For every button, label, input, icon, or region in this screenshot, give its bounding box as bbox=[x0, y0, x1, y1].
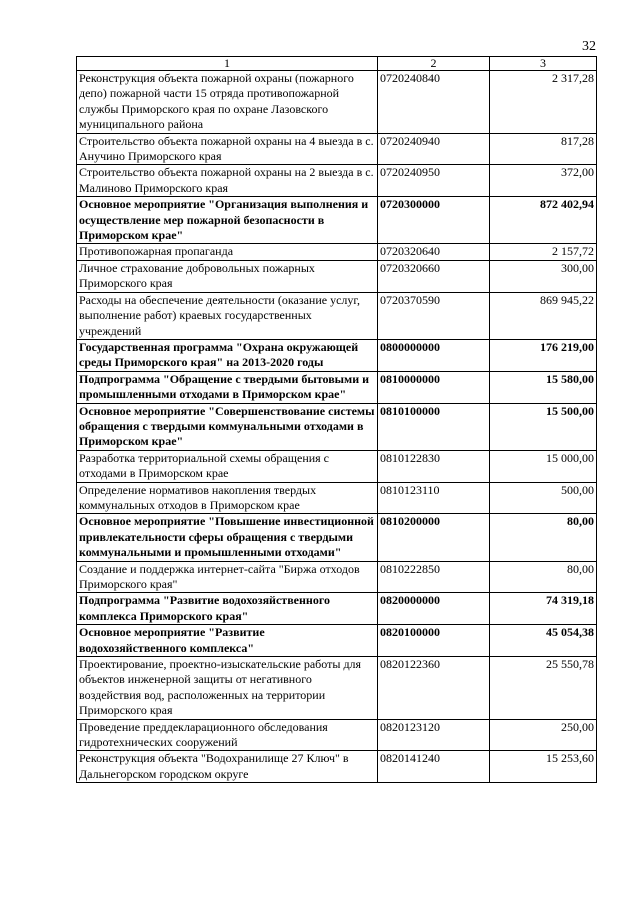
row-name: Основное мероприятие "Развитие водохозяйственного комплекса" bbox=[77, 625, 378, 657]
table-row bbox=[77, 561, 597, 593]
row-name: Противопожарная пропаганда bbox=[77, 244, 378, 260]
row-amount: 15 000,00 bbox=[490, 450, 597, 482]
row-code: 0800000000 bbox=[378, 339, 490, 371]
row-amount: 2 157,72 bbox=[490, 244, 597, 260]
row-name: Проведение преддекларационного обследования гидротехнических сооружений bbox=[77, 719, 378, 751]
row-code: 0810123110 bbox=[378, 482, 490, 514]
row-amount: 74 319,18 bbox=[490, 593, 597, 625]
table-row bbox=[77, 244, 597, 260]
table-row bbox=[77, 260, 597, 292]
table-row bbox=[77, 719, 597, 751]
row-amount: 300,00 bbox=[490, 260, 597, 292]
row-code: 0720300000 bbox=[378, 197, 490, 244]
row-amount: 45 054,38 bbox=[490, 625, 597, 657]
row-name: Реконструкция объекта "Водохранилище 27 Ключ" в Дальнегорском городском округе bbox=[77, 751, 378, 783]
table-row bbox=[77, 593, 597, 625]
table-row bbox=[77, 371, 597, 403]
header-col-1: 1 bbox=[77, 57, 378, 71]
row-code: 0810000000 bbox=[378, 371, 490, 403]
table-row bbox=[77, 339, 597, 371]
row-name: Разработка территориальной схемы обращения с отходами в Приморском крае bbox=[77, 450, 378, 482]
row-name: Подпрограмма "Развитие водохозяйственного комплекса Приморского края" bbox=[77, 593, 378, 625]
table-row bbox=[77, 625, 597, 657]
row-name: Основное мероприятие "Повышение инвестиционной привлекательности сферы обращения с твердыми коммунальными и промышленными отходами" bbox=[77, 514, 378, 561]
table-row bbox=[77, 292, 597, 339]
row-amount: 176 219,00 bbox=[490, 339, 597, 371]
row-amount: 250,00 bbox=[490, 719, 597, 751]
table-row bbox=[77, 71, 597, 134]
header-col-2: 2 bbox=[378, 57, 490, 71]
row-amount: 80,00 bbox=[490, 514, 597, 561]
table-row bbox=[77, 197, 597, 244]
row-amount: 15 500,00 bbox=[490, 403, 597, 450]
row-amount: 2 317,28 bbox=[490, 71, 597, 134]
row-amount: 25 550,78 bbox=[490, 657, 597, 720]
row-code: 0810222850 bbox=[378, 561, 490, 593]
row-code: 0720240840 bbox=[378, 71, 490, 134]
row-code: 0720240950 bbox=[378, 165, 490, 197]
header-col-3: 3 bbox=[490, 57, 597, 71]
row-name: Основное мероприятие "Организация выполнения и осуществление мер пожарной безопасности в Приморском крае" bbox=[77, 197, 378, 244]
row-name: Личное страхование добровольных пожарных Приморского края bbox=[77, 260, 378, 292]
row-amount: 80,00 bbox=[490, 561, 597, 593]
row-amount: 872 402,94 bbox=[490, 197, 597, 244]
row-name: Реконструкция объекта пожарной охраны (пожарного депо) пожарной части 15 отряда противопожарной службы Приморского края по охране Лазовского муниципального района bbox=[77, 71, 378, 134]
row-amount: 372,00 bbox=[490, 165, 597, 197]
row-name: Расходы на обеспечение деятельности (оказание услуг, выполнение работ) краевых государственных учреждений bbox=[77, 292, 378, 339]
budget-table bbox=[76, 56, 597, 783]
row-amount: 15 253,60 bbox=[490, 751, 597, 783]
row-name: Проектирование, проектно-изыскательские работы для объектов инженерной защиты от негативного воздействия вод, расположенных на территории Приморского края bbox=[77, 657, 378, 720]
table-row bbox=[77, 514, 597, 561]
row-name: Определение нормативов накопления твердых коммунальных отходов в Приморском крае bbox=[77, 482, 378, 514]
row-code: 0720320660 bbox=[378, 260, 490, 292]
row-name: Строительство объекта пожарной охраны на 4 выезда в с. Анучино Приморского края bbox=[77, 133, 378, 165]
page-number: 32 bbox=[582, 39, 596, 54]
row-amount: 500,00 bbox=[490, 482, 597, 514]
row-amount: 15 580,00 bbox=[490, 371, 597, 403]
table-row bbox=[77, 657, 597, 720]
table-row bbox=[77, 165, 597, 197]
row-amount: 817,28 bbox=[490, 133, 597, 165]
table-row bbox=[77, 450, 597, 482]
row-code: 0820141240 bbox=[378, 751, 490, 783]
row-amount: 869 945,22 bbox=[490, 292, 597, 339]
row-code: 0810100000 bbox=[378, 403, 490, 450]
row-code: 0820100000 bbox=[378, 625, 490, 657]
row-code: 0820123120 bbox=[378, 719, 490, 751]
row-name: Основное мероприятие "Совершенствование системы обращения с твердыми коммунальными отходами в Приморском крае" bbox=[77, 403, 378, 450]
row-code: 0810122830 bbox=[378, 450, 490, 482]
table-row bbox=[77, 482, 597, 514]
row-name: Строительство объекта пожарной охраны на 2 выезда в с. Малиново Приморского края bbox=[77, 165, 378, 197]
row-code: 0720370590 bbox=[378, 292, 490, 339]
row-name: Подпрограмма "Обращение с твердыми бытовыми и промышленными отходами в Приморском крае" bbox=[77, 371, 378, 403]
row-code: 0820000000 bbox=[378, 593, 490, 625]
header-row bbox=[77, 57, 597, 71]
table-row bbox=[77, 403, 597, 450]
table-row bbox=[77, 133, 597, 165]
row-name: Государственная программа "Охрана окружающей среды Приморского края" на 2013-2020 годы bbox=[77, 339, 378, 371]
row-code: 0720240940 bbox=[378, 133, 490, 165]
row-name: Создание и поддержка интернет-сайта "Биржа отходов Приморского края" bbox=[77, 561, 378, 593]
row-code: 0810200000 bbox=[378, 514, 490, 561]
table-row bbox=[77, 751, 597, 783]
row-code: 0820122360 bbox=[378, 657, 490, 720]
row-code: 0720320640 bbox=[378, 244, 490, 260]
